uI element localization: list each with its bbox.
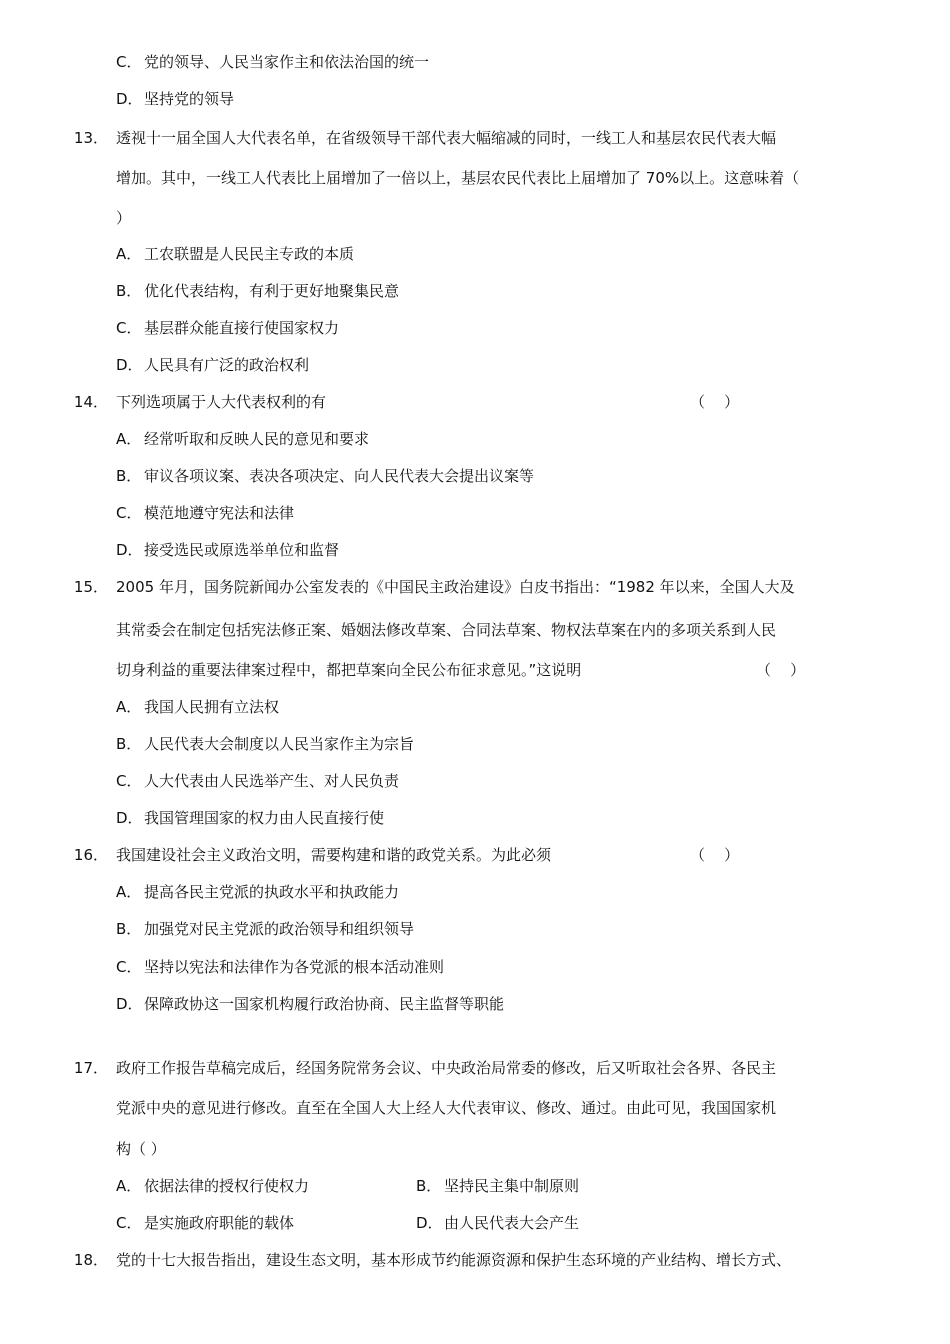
q15-number: 15． <box>73 578 108 596</box>
q18-number: 18． <box>73 1251 108 1269</box>
q13-option-d <box>116 355 309 375</box>
option-label: A． <box>116 245 142 263</box>
option-label: D． <box>116 541 143 559</box>
option-text: 我国人民拥有立法权 <box>144 698 280 716</box>
option-label: C． <box>116 772 142 790</box>
q15-answer-blank: （ ） <box>756 661 806 679</box>
option-label: A． <box>116 698 142 716</box>
q17-stem-line-2: 党派中央的意见进行修改。直至在全国人大上经人大代表审议、修改、通过。由此可见，我国国家机 <box>116 1099 777 1117</box>
q14-option-d <box>116 540 339 560</box>
q14-stem: 下列选项属于人大代表权利的有 <box>116 393 327 411</box>
option-text: 工农联盟是人民民主专政的本质 <box>144 245 355 263</box>
option-text: 接受选民或原选举单位和监督 <box>144 541 340 559</box>
option-label: A． <box>116 883 142 901</box>
option-label: B． <box>416 1177 442 1195</box>
option-text: 人民具有广泛的政治权利 <box>144 356 310 374</box>
option-label: C． <box>116 504 142 522</box>
option-label: B． <box>116 467 142 485</box>
option-text: 我国管理国家的权力由人民直接行使 <box>144 809 385 827</box>
q13-option-c <box>116 318 339 338</box>
option-text: 模范地遵守宪法和法律 <box>144 504 295 522</box>
q13-stem-line-3: ） <box>116 209 132 227</box>
q16-number: 16． <box>73 846 108 864</box>
option-label: D． <box>116 356 143 374</box>
option-label: C． <box>116 958 142 976</box>
q16-option-d <box>116 994 504 1014</box>
q15-stem-line-3: 切身利益的重要法律案过程中，都把草案向全民公布征求意见。”这说明 <box>116 661 582 679</box>
option-text: 党的领导、人民当家作主和依法治国的统一 <box>144 53 430 71</box>
option-label: D． <box>116 809 143 827</box>
q12-option-c <box>116 52 429 72</box>
option-text: 优化代表结构，有利于更好地聚集民意 <box>144 282 400 300</box>
q15-option-b <box>116 734 414 754</box>
option-label: B． <box>116 735 142 753</box>
q18-stem-line-1: 党的十七大报告指出，建设生态文明，基本形成节约能源资源和保护生态环境的产业结构、增长方式、 <box>116 1251 792 1269</box>
q13-option-a <box>116 244 354 264</box>
option-label: D． <box>416 1214 443 1232</box>
q17-option-d <box>416 1213 579 1233</box>
q13-number: 13． <box>73 129 108 147</box>
q15-stem-line-2: 其常委会在制定包括宪法修正案、婚姻法修改草案、合同法草案、物权法草案在内的多项关系到人民 <box>116 621 777 639</box>
option-text: 人大代表由人民选举产生、对人民负责 <box>144 772 400 790</box>
option-text: 人民代表大会制度以人民当家作主为宗旨 <box>144 735 415 753</box>
q16-option-c <box>116 957 444 977</box>
q16-option-b <box>116 919 414 939</box>
option-text: 经常听取和反映人民的意见和要求 <box>144 430 370 448</box>
option-text: 加强党对民主党派的政治领导和组织领导 <box>144 920 415 938</box>
q17-option-b <box>416 1176 579 1196</box>
q14-option-b <box>116 466 534 486</box>
option-label: B． <box>116 920 142 938</box>
option-label: A． <box>116 1177 142 1195</box>
option-label: D． <box>116 995 143 1013</box>
option-label: C． <box>116 319 142 337</box>
q13-stem-line-1: 透视十一届全国人大代表名单，在省级领导干部代表大幅缩减的同时，一线工人和基层农民代表大幅 <box>116 129 777 147</box>
q16-option-a <box>116 882 399 902</box>
option-text: 由人民代表大会产生 <box>444 1214 580 1232</box>
q14-number: 14． <box>73 393 108 411</box>
option-label: C． <box>116 1214 142 1232</box>
q17-stem-line-1: 政府工作报告草稿完成后，经国务院常务会议、中央政治局常委的修改，后又听取社会各界、各民主 <box>116 1059 777 1077</box>
option-label: C． <box>116 53 142 71</box>
option-text: 坚持党的领导 <box>144 90 235 108</box>
q13-stem-line-2: 增加。其中，一线工人代表比上届增加了一倍以上，基层农民代表比上届增加了 70%以上。这意味着（ <box>116 169 800 187</box>
q16-stem: 我国建设社会主义政治文明，需要构建和谐的政党关系。为此必须 <box>116 846 552 864</box>
q16-answer-blank: （ ） <box>690 846 740 864</box>
q14-option-c <box>116 503 294 523</box>
option-text: 坚持民主集中制原则 <box>444 1177 580 1195</box>
q15-stem-line-1: 2005 年月，国务院新闻办公室发表的《中国民主政治建设》白皮书指出：“1982 年以来，全国人大及 <box>116 578 795 596</box>
option-label: B． <box>116 282 142 300</box>
option-label: A． <box>116 430 142 448</box>
option-text: 依据法律的授权行使权力 <box>144 1177 310 1195</box>
q15-option-d <box>116 808 384 828</box>
option-text: 提高各民主党派的执政水平和执政能力 <box>144 883 400 901</box>
option-text: 保障政协这一国家机构履行政治协商、民主监督等职能 <box>144 995 505 1013</box>
q12-option-d <box>116 89 234 109</box>
q17-number: 17． <box>73 1059 108 1077</box>
q14-option-a <box>116 429 369 449</box>
option-text: 基层群众能直接行使国家权力 <box>144 319 340 337</box>
option-text: 坚持以宪法和法律作为各党派的根本活动准则 <box>144 958 445 976</box>
q17-stem-line-3: 构（ ） <box>116 1140 166 1158</box>
q13-option-b <box>116 281 399 301</box>
q15-option-a <box>116 697 279 717</box>
q17-option-c <box>116 1213 294 1233</box>
option-text: 审议各项议案、表决各项决定、向人民代表大会提出议案等 <box>144 467 535 485</box>
q15-option-c <box>116 771 399 791</box>
q14-answer-blank: （ ） <box>690 393 740 411</box>
q17-option-a <box>116 1176 309 1196</box>
option-text: 是实施政府职能的载体 <box>144 1214 295 1232</box>
option-label: D． <box>116 90 143 108</box>
